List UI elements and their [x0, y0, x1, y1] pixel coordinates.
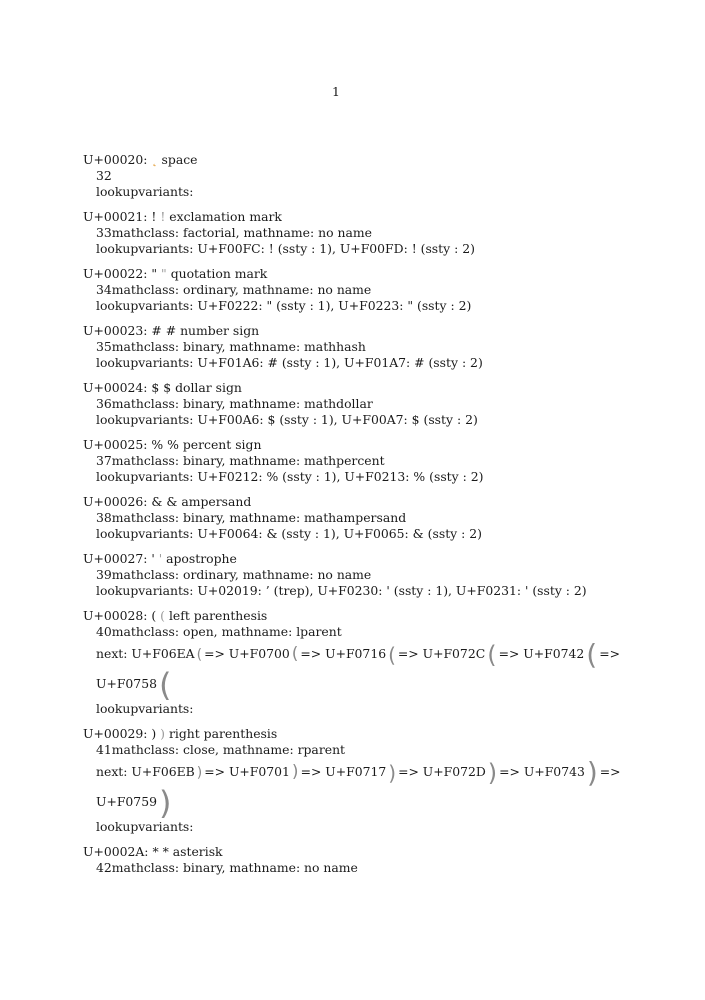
glyph-sample-shadow: ) — [160, 726, 166, 741]
glyph-sample: ( — [151, 608, 157, 623]
code-point: U+00025: — [83, 437, 148, 452]
glyph-name: number sign — [180, 323, 260, 338]
entry-lookupvariants: lookupvariants: U+F01A6: # (ssty : 1), U+F01A7: # (ssty : 2) — [96, 355, 483, 370]
entry-next-variants — [83, 637, 683, 671]
arrow-text: => — [398, 764, 419, 779]
code-point: U+00028: — [83, 608, 148, 623]
glyph-sample-shadow: & — [166, 494, 178, 509]
entry-mathclass: 34mathclass: ordinary, mathname: no name — [96, 282, 372, 297]
entry-mathclass: 37mathclass: binary, mathname: mathpercent — [96, 453, 385, 468]
entry-header — [83, 209, 683, 225]
glyph-entry — [83, 726, 683, 835]
entry-header — [83, 380, 683, 396]
left-paren-variant-glyph: ( — [291, 644, 299, 664]
glyph-sample: ! — [151, 209, 157, 224]
entry-header — [83, 323, 683, 339]
entry-mathclass: 35mathclass: binary, mathname: mathhash — [96, 339, 366, 354]
glyph-entry — [83, 266, 683, 314]
entry-lookupvariants: lookupvariants: U+02019: ’ (trep), U+F0230: ' (ssty : 1), U+F0231: ' (ssty : 2) — [96, 583, 587, 598]
glyph-listing — [83, 152, 683, 885]
code-point: U+00027: — [83, 551, 148, 566]
variant-code: U+F0742 — [523, 646, 585, 661]
entry-header — [83, 608, 683, 624]
variant-code: U+F06EA — [131, 646, 195, 661]
variant-code: U+F0758 — [96, 676, 157, 691]
glyph-name: asterisk — [172, 844, 223, 859]
entry-mathclass: 33mathclass: factorial, mathname: no name — [96, 225, 372, 240]
left-paren-variant-glyph: ( — [388, 642, 396, 667]
code-point: U+00026: — [83, 494, 148, 509]
glyph-sample: * — [152, 844, 159, 859]
entry-mathclass: 40mathclass: open, mathname: lparent — [96, 624, 342, 639]
glyph-name: space — [161, 152, 198, 167]
glyph-name: exclamation mark — [169, 209, 282, 224]
entry-lookupvariants: lookupvariants: U+F0212: % (ssty : 1), U+F0213: % (ssty : 2) — [96, 469, 484, 484]
arrow-text: => — [300, 764, 322, 779]
glyph-entry — [83, 844, 683, 876]
glyph-name: right parenthesis — [168, 726, 278, 741]
glyph-sample-shadow: $ — [163, 380, 172, 395]
next-label: next: — [96, 646, 128, 661]
arrow-text: => — [397, 646, 419, 661]
entry-mathclass: 39mathclass: ordinary, mathname: no name — [96, 567, 372, 582]
glyph-name: dollar sign — [175, 380, 242, 395]
arrow-text: => — [204, 646, 225, 661]
glyph-sample-shadow: ( — [160, 608, 166, 623]
glyph-sample-shadow: ' — [158, 551, 163, 566]
code-point: U+0002A: — [83, 844, 149, 859]
entry-lookupvariants: lookupvariants: U+F00FC: ! (ssty : 1), U+F00FD: ! (ssty : 2) — [96, 241, 475, 256]
code-point: U+00029: — [83, 726, 148, 741]
entry-mathclass: 36mathclass: binary, mathname: mathdollar — [96, 396, 373, 411]
glyph-name: left parenthesis — [168, 608, 268, 623]
arrow-text: => — [599, 764, 621, 779]
glyph-entry — [83, 551, 683, 599]
glyph-sample: # — [151, 323, 162, 338]
entry-mathclass: 42mathclass: binary, mathname: no name — [96, 860, 358, 875]
glyph-name: percent sign — [182, 437, 262, 452]
entry-mathclass: 41mathclass: close, mathname: rparent — [96, 742, 346, 757]
page-number: 1 — [332, 84, 340, 99]
entry-lookupvariants: lookupvariants: — [96, 701, 194, 716]
glyph-name: apostrophe — [166, 551, 237, 566]
entry-header — [83, 152, 683, 168]
code-point: U+00022: — [83, 266, 148, 281]
right-paren-variant-glyph: ) — [487, 758, 498, 787]
glyph-entry — [83, 608, 683, 717]
entry-lookupvariants: lookupvariants: U+F0064: & (ssty : 1), U+F0065: & (ssty : 2) — [96, 526, 482, 541]
glyph-sample-shadow: % — [167, 437, 179, 452]
arrow-text: => — [204, 764, 225, 779]
entry-header — [83, 551, 683, 567]
glyph-entry — [83, 437, 683, 485]
glyph-sample-shadow: * — [162, 844, 169, 859]
right-paren-variant-glyph: ) — [388, 760, 397, 785]
left-paren-variant-glyph: ( — [196, 646, 203, 663]
entry-header — [83, 266, 683, 282]
arrow-text: => — [498, 646, 520, 661]
left-paren-variant-glyph: ( — [586, 637, 598, 671]
right-paren-variant-glyph: ) — [586, 755, 598, 789]
variant-code: U+F072C — [422, 646, 486, 661]
glyph-name: ampersand — [181, 494, 252, 509]
code-point: U+00021: — [83, 209, 148, 224]
variant-code: U+F0700 — [228, 646, 290, 661]
variant-code: U+F072D — [422, 764, 486, 779]
entry-next-variants — [83, 755, 683, 789]
entry-header — [83, 726, 683, 742]
entry-header — [83, 437, 683, 453]
variant-code: U+F0743 — [523, 764, 585, 779]
entry-lookupvariants: lookupvariants: U+F0222: " (ssty : 1), U+F0223: " (ssty : 2) — [96, 298, 472, 313]
variant-code: U+F0759 — [96, 794, 157, 809]
glyph-sample-shadow: ! — [160, 209, 166, 224]
glyph-sample-shadow: # — [165, 323, 177, 338]
variant-code: U+F06EB — [131, 764, 195, 779]
glyph-entry — [83, 323, 683, 371]
arrow-text: => — [599, 646, 620, 661]
entry-lookupvariants: lookupvariants: U+F00A6: $ (ssty : 1), U+F00A7: $ (ssty : 2) — [96, 412, 478, 427]
glyph-name: quotation mark — [170, 266, 268, 281]
glyph-entry — [83, 494, 683, 542]
glyph-sample-shadow: " — [161, 266, 167, 281]
entry-lookupvariants: lookupvariants: — [96, 184, 194, 199]
glyph-sample: & — [151, 494, 163, 509]
glyph-entry — [83, 152, 683, 200]
entry-header — [83, 844, 683, 860]
entry-mathclass: 32 — [96, 168, 112, 183]
code-point: U+00024: — [83, 380, 148, 395]
entry-next-variants-continued — [83, 665, 683, 704]
glyph-sample-shadow: ˛ — [151, 152, 158, 167]
entry-lookupvariants: lookupvariants: — [96, 819, 194, 834]
left-paren-variant-glyph: ( — [158, 665, 172, 704]
right-paren-variant-glyph: ) — [196, 764, 203, 781]
arrow-text: => — [300, 646, 322, 661]
left-paren-variant-glyph: ( — [487, 640, 497, 669]
glyph-sample: $ — [151, 380, 160, 395]
variant-code: U+F0716 — [325, 646, 387, 661]
entry-mathclass: 38mathclass: binary, mathname: mathampersand — [96, 510, 407, 525]
glyph-sample: ) — [151, 726, 157, 741]
glyph-sample: % — [151, 437, 164, 452]
variant-code: U+F0701 — [228, 764, 290, 779]
right-paren-variant-glyph: ) — [291, 762, 299, 782]
entry-header — [83, 494, 683, 510]
next-label: next: — [96, 764, 128, 779]
glyph-entry — [83, 380, 683, 428]
glyph-entry — [83, 209, 683, 257]
variant-code: U+F0717 — [325, 764, 387, 779]
entry-next-variants-continued — [83, 783, 683, 822]
code-point: U+00020: — [83, 152, 148, 167]
glyph-sample: " — [151, 266, 158, 281]
glyph-sample: ' — [151, 551, 155, 566]
arrow-text: => — [499, 764, 520, 779]
code-point: U+00023: — [83, 323, 148, 338]
right-paren-variant-glyph: ) — [158, 783, 172, 822]
